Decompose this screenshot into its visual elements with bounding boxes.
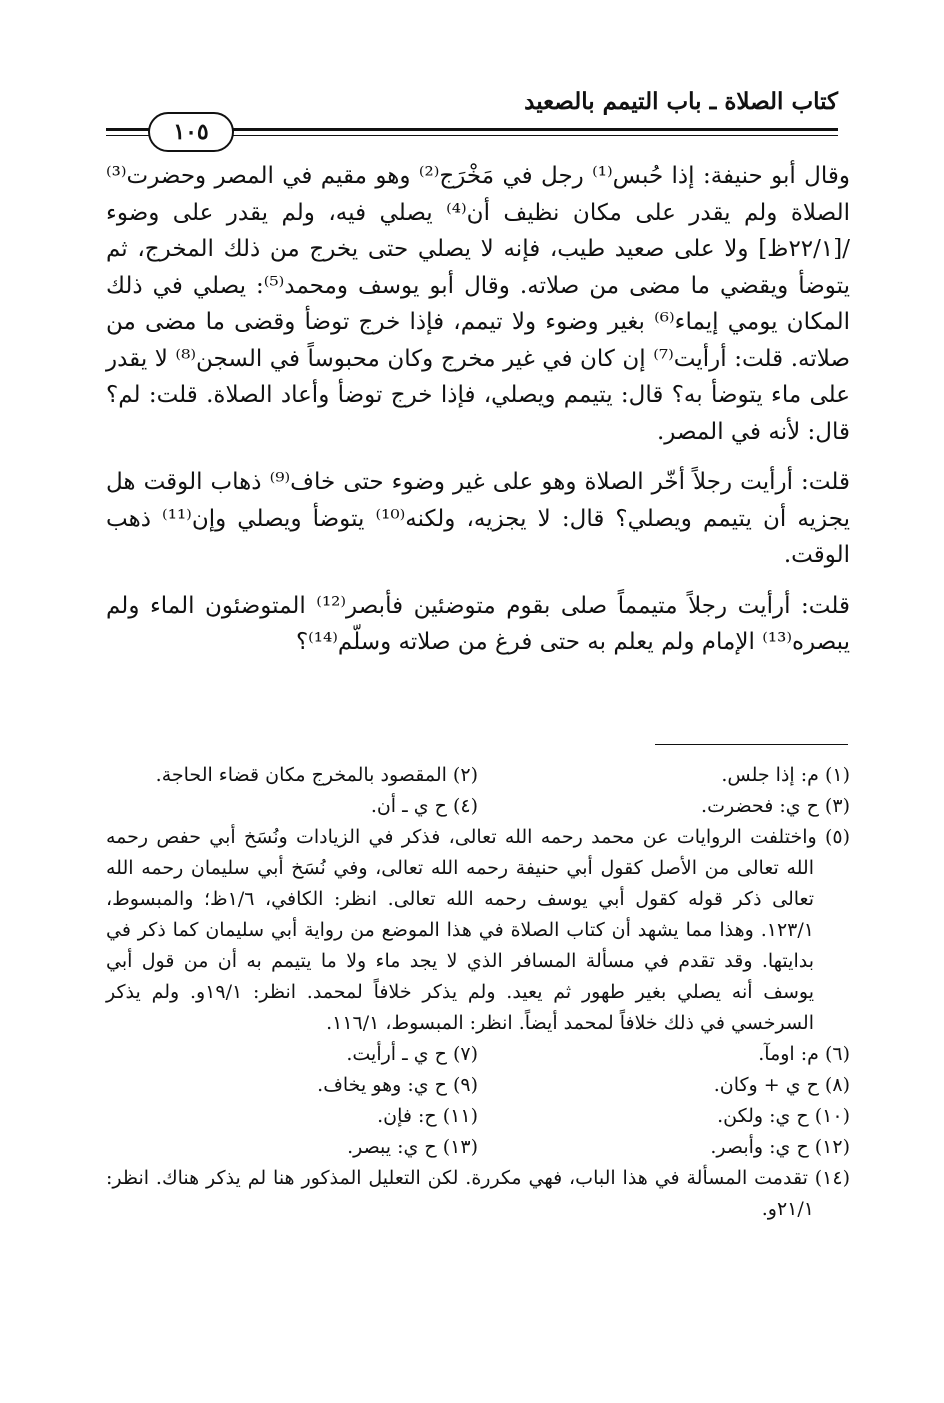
footnote-4: (٤) ح ي ـ أن.	[370, 795, 478, 817]
footnote-5: (٥) واختلفت الروايات عن محمد رحمه الله تعالى، فذكر في الزيادات ونُسَخ أبي حفص رحمه الله تعالى من الأصل كقول أبي حنيفة رحمه الله تعالى، وفي نُسَخ أبي سليمان رحمه الله تعالى ذكر قوله كقول أبي يوسف رحمه الله تعالى. انظر: الكافي، ١/٦ظ؛ والمبسوط، ١٢٣/١. وهذا مما يشهد أن كتاب الصلاة في هذا الموضع من رواية أبي سليمان كما ذكر في بدايتها. وقد تقدم في مسألة المسافر الذي لا يجد ماء ولا ما يتيمم به أن من قول أبي يوسف أنه يصلي بغير طهور ثم يعيد. ولم يذكر خلافاً لمحمد. انظر: ١٩/١و. ولم يذكر السرخسي في ذلك خلافاً لمحمد أيضاً. انظر: المبسوط، ١١٦/١.	[106, 826, 850, 1034]
paragraph-1: وقال أبو حنيفة: إذا حُبس⁽¹⁾ رجل في مَخْرَج⁽²⁾ وهو مقيم في المصر وحضرت⁽³⁾ الصلاة ولم يقدر على مكان نظيف أن⁽⁴⁾ يصلي فيه، ولم يقدر على وضوء /[٢٢/١ظ] ولا على صعيد طيب، فإنه لا يصلي حتى يخرج من ذلك المخرج، ثم يتوضأ ويقضي ما مضى من صلاته. وقال أبو يوسف ومحمد⁽⁵⁾: يصلي في ذلك المكان يومي إيماء⁽⁶⁾ بغير وضوء ولا تيمم، فإذا خرج توضأ وقضى ما مضى من صلاته. قلت: أرأيت⁽⁷⁾ إن كان في غير مخرج وكان محبوساً في السجن⁽⁸⁾ لا يقدر على ماء يتوضأ به؟ قال: يتيمم ويصلي، فإذا خرج توضأ وأعاد الصلاة. قلت: لم؟ قال: لأنه في المصر.	[106, 163, 851, 445]
paragraph-3: قلت: أرأيت رجلاً متيمماً صلى بقوم متوضئين فأبصر⁽¹²⁾ المتوضئون الماء ولم يبصره⁽¹³⁾ الإمام ولم يعلم به حتى فرغ من صلاته وسلّم⁽¹⁴⁾؟	[106, 592, 850, 655]
footnote-6: (٦) م: اومآ.	[758, 1043, 850, 1065]
running-header-title: كتاب الصلاة ـ باب التيمم بالصعيد	[524, 88, 838, 115]
footnotes	[106, 760, 850, 1225]
paragraph-2: قلت: أرأيت رجلاً أخّر الصلاة وهو على غير وضوء حتى خاف⁽⁹⁾ ذهاب الوقت هل يجزيه أن يتيمم ويصلي؟ قال: لا يجزيه، ولكنه⁽¹⁰⁾ يتوضأ ويصلي وإن⁽¹¹⁾ ذهب الوقت.	[106, 469, 850, 568]
main-text	[106, 158, 850, 661]
footnote-13: (١٣) ح ي: يبصر.	[347, 1136, 478, 1158]
footnote-14: (١٤) تقدمت المسألة في هذا الباب، فهي مكررة. لكن التعليل المذكور هنا لم يذكر هناك. انظر: ٢١/١و.	[106, 1167, 850, 1220]
footnote-11: (١١) ح: فإن.	[377, 1105, 478, 1127]
footnote-row	[106, 760, 850, 791]
page-number-badge	[148, 112, 234, 152]
page-number: ١٠٥	[173, 119, 209, 145]
footnote-3: (٣) ح ي: فحضرت.	[701, 795, 850, 817]
footnote-separator	[655, 744, 848, 745]
footnote-2: (٢) المقصود بالمخرج مكان قضاء الحاجة.	[155, 764, 478, 786]
footnote-12: (١٢) ح ي: وأبصر.	[710, 1136, 850, 1158]
footnote-row	[106, 1070, 850, 1101]
footnote-9: (٩) ح ي: وهو يخاف.	[317, 1074, 478, 1096]
footnote-row	[106, 1101, 850, 1132]
footnote-row	[106, 1039, 850, 1070]
footnote-8: (٨) ح ي + وكان.	[713, 1074, 850, 1096]
footnote-7: (٧) ح ي ـ أرأيت.	[346, 1043, 478, 1065]
footnote-1: (١) م: إذا جلس.	[721, 764, 850, 786]
footnote-row	[106, 791, 850, 822]
footnote-row	[106, 1132, 850, 1163]
footnote-10: (١٠) ح ي: ولكن.	[717, 1105, 850, 1127]
